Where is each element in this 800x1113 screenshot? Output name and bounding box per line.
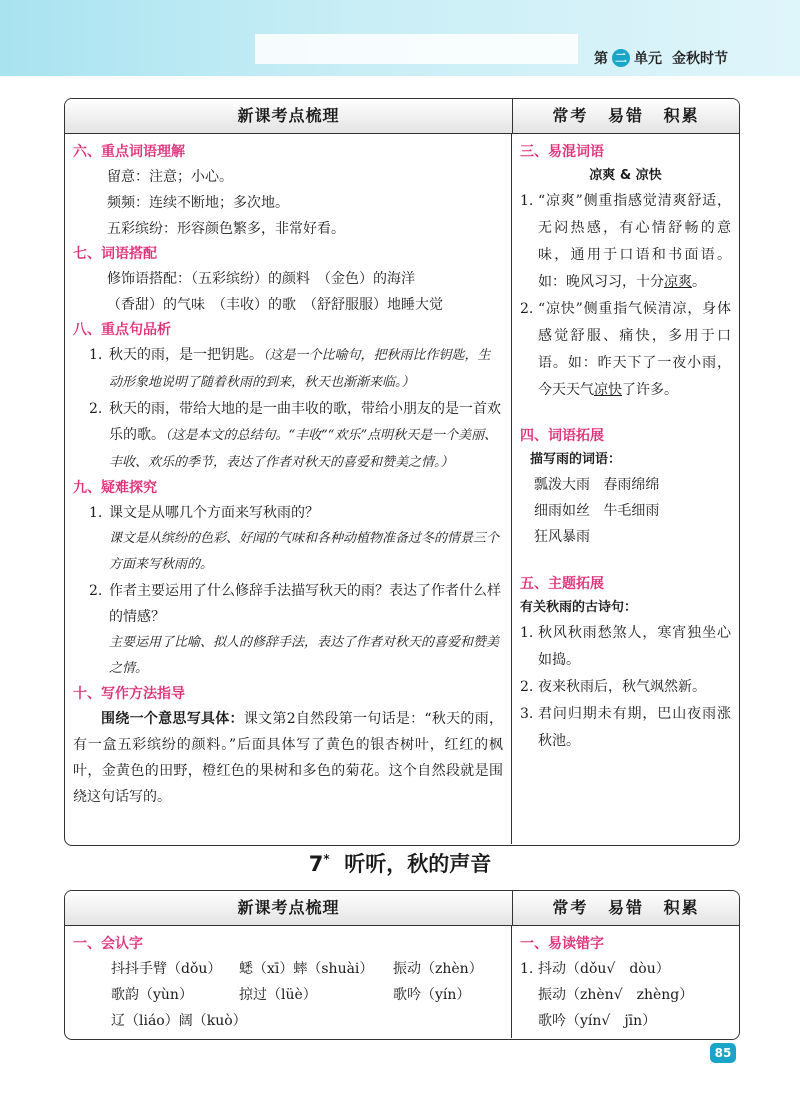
- misread-text: 歌吟（yín√ jīn）: [538, 1013, 657, 1029]
- table-header: [65, 891, 739, 926]
- vocab-line: 五彩缤纷：形容颜色繁多，非常好看。: [107, 221, 345, 237]
- word: 狂风暴雨: [534, 529, 590, 545]
- char-entry: 蟋（xī）蟀（shuài）: [239, 961, 374, 977]
- right-header: [513, 891, 739, 925]
- lesson-star: *: [323, 852, 330, 866]
- question-text: 课文是从哪几个方面来写秋雨的？: [109, 505, 319, 521]
- lesson-title-text: 听听，秋的声音: [344, 852, 492, 876]
- misread-item: [520, 982, 731, 1008]
- poem-line: 1. 秋风秋雨愁煞人，寒宵独坐心如捣。: [520, 620, 731, 674]
- study-table-1: [64, 98, 740, 846]
- unit-label: [594, 48, 728, 68]
- char-row: [73, 1008, 503, 1034]
- misread-item: [520, 1008, 731, 1034]
- vocab-line: 频频：连续不断地；多次地。: [107, 195, 289, 211]
- section-title: 一、易读错字: [520, 936, 604, 952]
- section-title: 五、主题拓展: [520, 576, 604, 592]
- guide-text: 课文第2自然段第一句话是：“秋天的雨，有一盒五彩缤纷的颜料。”后面具体写了黄色的银杏树叶，红红的枫叶，金黄色的田野，橙红色的果树和多色的菊花。这个自然段就是围绕这句话写的。: [73, 711, 503, 805]
- char-entry: 抖抖手臂（dǒu）: [111, 961, 222, 977]
- example-word: 凉爽: [664, 274, 692, 290]
- poem-text: 夜来秋雨后，秋气飒然新。: [538, 679, 706, 695]
- guide-keyword: 围绕一个意思写具体：: [101, 711, 244, 727]
- poem-heading: 有关秋雨的古诗句：: [520, 600, 638, 615]
- study-table-2: [64, 890, 740, 1040]
- char-entry: 歌吟（yín）: [393, 987, 471, 1003]
- sentence-text: 秋天的雨，带给大地的是一曲丰收的歌，带给小朋友的是一首欢乐的歌。: [109, 401, 501, 443]
- char-entry: 歌韵（yùn）: [111, 987, 193, 1003]
- answer-text: 课文是从缤纷的色彩、好闻的气味和各种动植物准备过冬的情景三个方面来写秋雨的。: [109, 531, 500, 572]
- word: 春雨绵绵: [603, 477, 660, 493]
- word: 牛毛细雨: [603, 503, 660, 519]
- explanation-text: “凉快”侧重指气候清凉，身体感觉舒服、痛快，多用于口语。如：昨天下了一夜小雨，今天天气: [538, 301, 731, 398]
- misread-text: 抖动（dǒu√ dòu）: [538, 961, 670, 977]
- unit-prefix: 第: [594, 51, 608, 67]
- explanation-end: 。: [692, 274, 706, 290]
- left-header: 新课考点梳理: [65, 891, 513, 925]
- unit-number-badge: 二: [612, 49, 630, 67]
- misread-item: 1. 抖动（dǒu√ dòu）: [520, 956, 731, 982]
- word-row: [520, 498, 731, 524]
- section-title: 七、词语搭配: [73, 246, 157, 262]
- right-column: [512, 134, 739, 844]
- right-header-word: 常考: [552, 898, 589, 917]
- right-header-word: 易错: [607, 898, 644, 917]
- word-row: [520, 524, 731, 550]
- sentence-note: （这是一个比喻句，把秋雨比作钥匙，生动形象地说明了随着秋雨的到来，秋天也渐渐来临。）: [109, 348, 491, 390]
- confusable-item: 2. “凉快”侧重指气候清凉，身体感觉舒服、痛快，多用于口语。如：昨天下了一夜小雨，今天天气凉快了许多。: [520, 301, 731, 398]
- question-text: 作者主要运用了什么修辞手法描写秋天的雨？表达了作者什么样的情感？: [109, 583, 501, 625]
- header-blank-field: [255, 34, 578, 64]
- right-header: [513, 99, 739, 133]
- example-word: 凉快: [594, 382, 622, 398]
- section-title: 六、重点词语理解: [73, 144, 185, 160]
- word: 瓢泼大雨: [534, 477, 590, 493]
- poem-text: 君问归期未有期，巴山夜雨涨秋池。: [538, 706, 731, 749]
- section-title: 九、疑难探究: [73, 480, 157, 496]
- page-header: [0, 0, 800, 76]
- char-row: [73, 982, 503, 1008]
- right-header-word: 常考: [552, 106, 589, 125]
- left-column: [65, 926, 512, 1038]
- char-entry: 掠过（lüè）: [239, 987, 317, 1003]
- poem-line: 3. 君问归期未有期，巴山夜雨涨秋池。: [520, 701, 731, 755]
- char-row: [73, 956, 503, 982]
- section-title: 三、易混词语: [520, 144, 604, 160]
- confusable-item: 1. “凉爽”侧重指感觉清爽舒适，无闷热感，有心情舒畅的意味，通用于口语和书面语。如：晚风习习，十分凉爽。: [520, 193, 731, 290]
- word-row: [520, 472, 731, 498]
- collocation-line: （香甜）的气味 （丰收）的歌 （舒舒服服）地睡大觉: [107, 297, 443, 313]
- poem-line: 2. 夜来秋雨后，秋气飒然新。: [520, 674, 731, 701]
- word-group-heading: 描写雨的词语：: [530, 452, 622, 467]
- sentence-item: [73, 396, 503, 476]
- char-entry: 振动（zhèn）: [393, 961, 483, 977]
- explanation-text: “凉爽”侧重指感觉清爽舒适，无闷热感，有心情舒畅的意味，通用于口语和书面语。如：晚风习习，十分: [538, 193, 731, 290]
- question-item: [73, 500, 503, 578]
- explanation-end: 了许多。: [622, 382, 678, 398]
- lesson-title: [0, 848, 800, 878]
- word: 细雨如丝: [534, 503, 590, 519]
- unit-suffix: 单元: [634, 51, 662, 67]
- poem-text: 秋风秋雨愁煞人，寒宵独坐心如捣。: [538, 625, 731, 668]
- left-header: 新课考点梳理: [65, 99, 513, 133]
- page-number: 85: [710, 1043, 736, 1063]
- section-title: 十、写作方法指导: [73, 686, 185, 702]
- section-title: 八、重点句品析: [73, 322, 171, 338]
- lesson-number: 7: [308, 852, 324, 876]
- sentence-text: 秋天的雨，是一把钥匙。: [109, 347, 263, 363]
- table-header: [65, 99, 739, 134]
- question-item: [73, 578, 503, 682]
- char-entry: 辽（liáo）阔（kuò）: [111, 1013, 247, 1029]
- right-header-word: 积累: [663, 898, 700, 917]
- item-number: 2.: [89, 401, 103, 417]
- right-header-word: 易错: [607, 106, 644, 125]
- collocation-line: 修饰语搭配：（五彩缤纷）的颜料 （金色）的海洋: [107, 271, 415, 287]
- misread-text: 振动（zhèn√ zhèng）: [538, 987, 694, 1003]
- writing-guide: [73, 706, 503, 810]
- item-number: 1.: [89, 347, 103, 363]
- right-header-word: 积累: [663, 106, 700, 125]
- section-title: 一、会认字: [73, 936, 143, 952]
- item-number: 1.: [89, 505, 103, 521]
- sentence-note: （这是本文的总结句。“丰收”“欢乐”点明秋天是一个美丽、丰收、欢乐的季节，表达了作者对秋天的喜爱和赞美之情。）: [109, 428, 498, 470]
- item-number: 2.: [89, 583, 103, 599]
- section-title: 四、词语拓展: [520, 428, 604, 444]
- left-column: [65, 134, 512, 844]
- right-column: [512, 926, 739, 1038]
- unit-title: 金秋时节: [672, 51, 728, 67]
- vocab-line: 留意：注意；小心。: [107, 169, 233, 185]
- answer-text: 主要运用了比喻、拟人的修辞手法，表达了作者对秋天的喜爱和赞美之情。: [109, 635, 500, 676]
- sentence-item: [73, 342, 503, 396]
- confusable-pair: 凉爽 & 凉快: [589, 168, 662, 183]
